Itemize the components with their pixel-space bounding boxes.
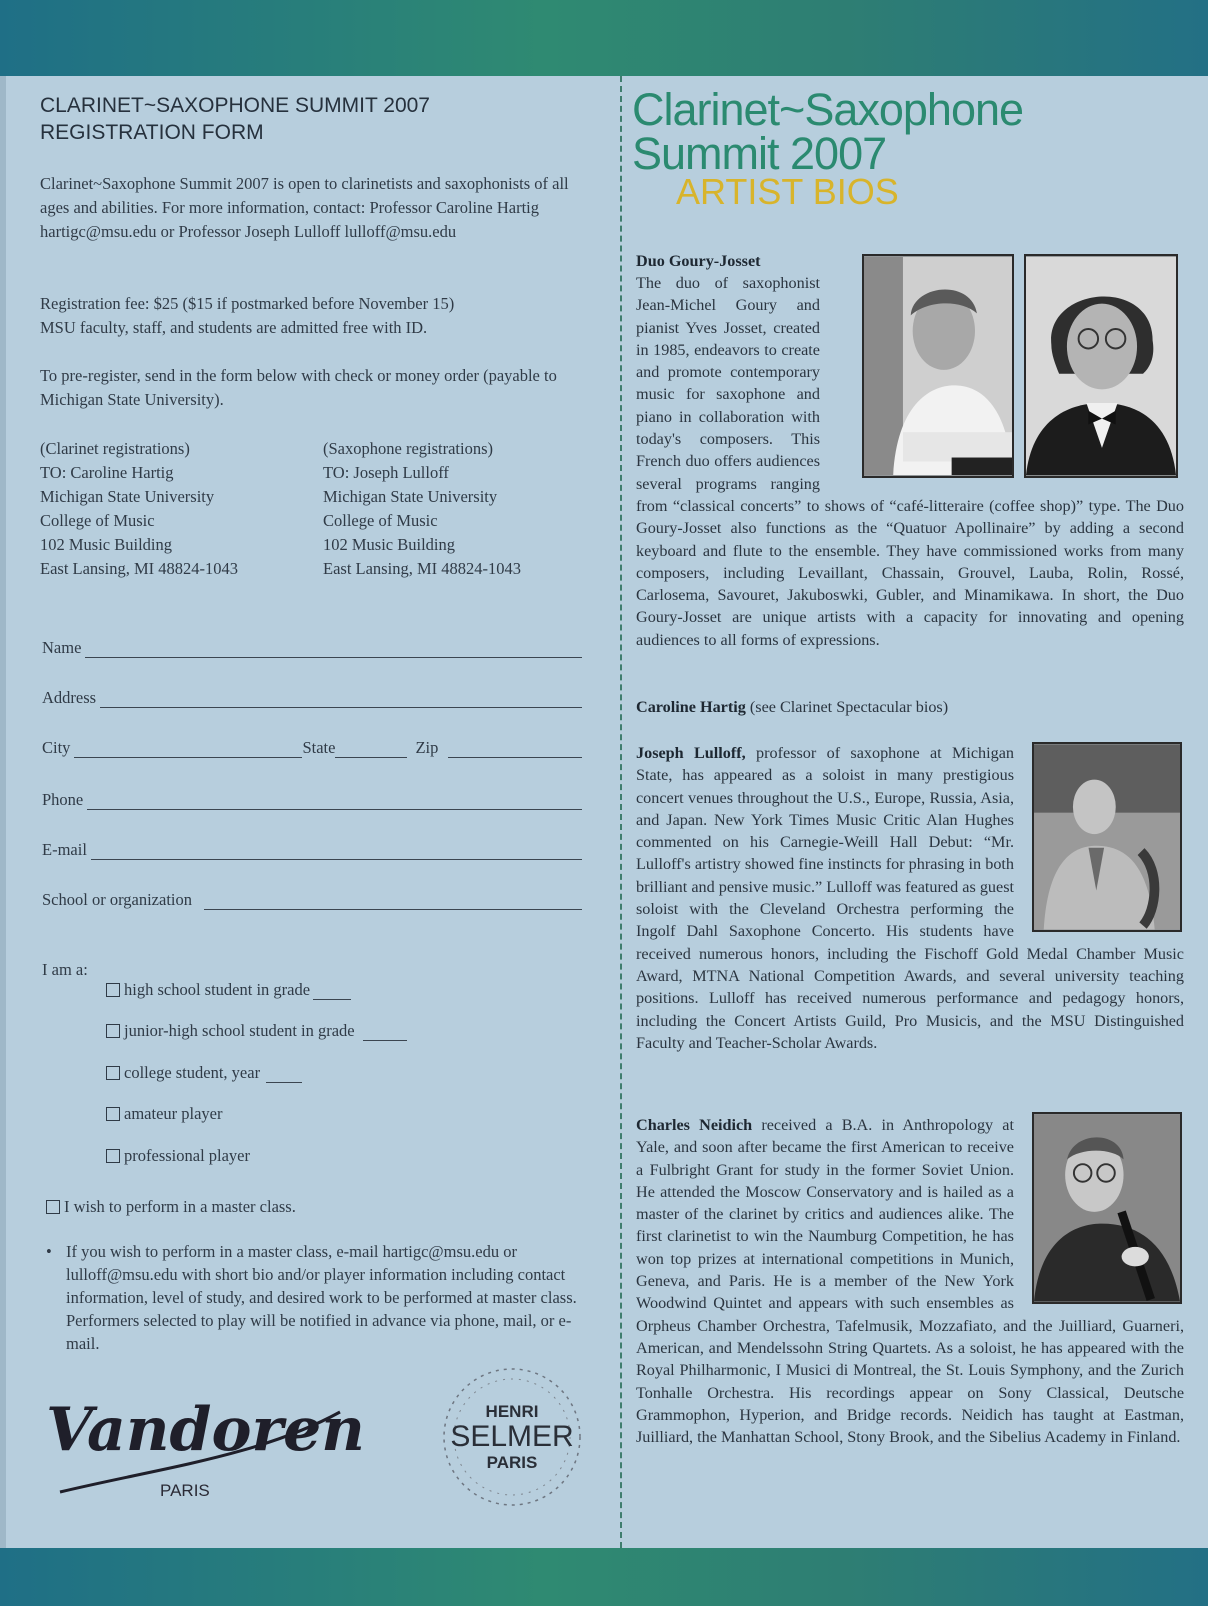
address-label: Address: [42, 688, 97, 707]
form-title: [40, 92, 600, 146]
option-label: high school student in grade: [124, 980, 311, 999]
free-admission-line: MSU faculty, staff, and students are admitted free with ID.: [40, 318, 428, 337]
option-label: amateur player: [124, 1104, 223, 1123]
form-title-line1: CLARINET~SAXOPHONE SUMMIT 2007: [40, 94, 430, 117]
iam-label: I am a:: [42, 960, 88, 979]
address-line: East Lansing, MI 48824-1043: [323, 559, 521, 578]
checkbox[interactable]: [106, 1024, 120, 1038]
lulloff-bio: [636, 742, 1184, 1054]
option-high-school[interactable]: [106, 980, 351, 1000]
name-field[interactable]: [42, 634, 582, 658]
duo-name: Duo Goury-Josset: [636, 252, 761, 270]
vandoren-wordmark: Vandoren: [46, 1395, 365, 1465]
master-class-option[interactable]: [46, 1197, 296, 1217]
top-color-band: [0, 0, 1208, 76]
year-blank[interactable]: [266, 1067, 302, 1083]
school-label: School or organization: [42, 890, 192, 909]
photo-spacer: [1014, 1114, 1184, 1310]
vandoren-logo: [40, 1372, 370, 1512]
saxophone-address: [323, 437, 521, 581]
grade-blank[interactable]: [363, 1025, 407, 1041]
phone-field[interactable]: [42, 786, 582, 810]
registration-form: [40, 92, 600, 1500]
school-field[interactable]: [42, 886, 582, 910]
hartig-bio-text: (see Clarinet Spectacular bios): [749, 698, 949, 716]
name-label: Name: [42, 638, 82, 657]
address-line: College of Music: [323, 511, 438, 530]
address-line: East Lansing, MI 48824-1043: [40, 559, 238, 578]
selmer-top: HENRI: [485, 1402, 539, 1421]
option-professional[interactable]: [106, 1146, 250, 1166]
checkbox[interactable]: [106, 1066, 120, 1080]
clarinet-address: [40, 437, 238, 581]
perforation-divider: [620, 76, 622, 1548]
vandoren-city: PARIS: [160, 1481, 210, 1500]
school-line[interactable]: [204, 892, 582, 910]
selmer-main: SELMER: [450, 1420, 574, 1453]
address-field[interactable]: [42, 684, 582, 708]
checkbox[interactable]: [106, 983, 120, 997]
zip-line[interactable]: [448, 740, 582, 758]
option-label: junior-high school student in grade: [124, 1021, 355, 1040]
grade-blank[interactable]: [313, 984, 351, 1000]
master-class-note-text: If you wish to perform in a master class, e-mail hartigc@msu.edu or lulloff@msu.edu with short bio and/or player information including contact information, level of study, and desired work to be performed at master class. Performers selected to play will be notified in advance via phone, mail, or e-mail.: [66, 1242, 577, 1353]
fee-info: [40, 292, 600, 340]
address-line: (Clarinet registrations): [40, 439, 190, 458]
photo-spacer: [1014, 742, 1184, 938]
address-line: (Saxophone registrations): [323, 439, 494, 458]
photo-spacer: [820, 272, 1184, 484]
address-line: TO: Caroline Hartig: [40, 463, 174, 482]
bios-title-line1: Clarinet~Saxophone: [632, 84, 1024, 135]
bottom-color-band: [0, 1548, 1208, 1606]
email-field[interactable]: [42, 836, 582, 860]
address-line-input[interactable]: [100, 690, 582, 708]
option-college[interactable]: [106, 1063, 302, 1083]
duo-bio-intro: [636, 250, 824, 272]
neidich-name: Charles Neidich: [636, 1116, 753, 1134]
option-amateur[interactable]: [106, 1104, 222, 1124]
hartig-bio: [636, 696, 1184, 718]
checkbox[interactable]: [46, 1200, 60, 1214]
city-line[interactable]: [74, 740, 302, 758]
selmer-city: PARIS: [486, 1453, 538, 1472]
address-line: 102 Music Building: [40, 535, 173, 554]
zip-label: Zip: [415, 738, 439, 757]
email-line[interactable]: [91, 842, 582, 860]
city-state-zip-field[interactable]: [42, 734, 582, 758]
left-edge-strip: [0, 76, 6, 1548]
lulloff-bio-text: professor of saxophone at Michigan State, has appeared as a soloist in many prestigious concert venues throughout the U.S., Europe, Russia, Asia, and Japan. New York Times Music Critic Alan Hughes commented on his Carnegie-Weill Hall Debut: “Mr. Lulloff's artistry showed fine instincts for phrasing in both brilliant and pensive music.” Lulloff was featured as guest soloist with the Cleveland Orchestra performing the Ingolf Dahl Saxophone Concerto. His students have received numerous honors, including the Fischoff Gold Medal Chamber Music Award, MTNA National Competition Awards, and several university teaching positions. Lulloff has received numerous performance and pedagogy honors, including the Concert Artists Guild, Pro Musicis, and the MSU Distinguished Faculty and Teacher-Scholar Awards.: [636, 744, 1184, 1052]
master-class-label: I wish to perform in a master class.: [64, 1197, 296, 1216]
master-class-note: [46, 1240, 586, 1355]
address-line: Michigan State University: [323, 487, 498, 506]
phone-label: Phone: [42, 790, 84, 809]
checkbox[interactable]: [106, 1149, 120, 1163]
hartig-name: Caroline Hartig: [636, 698, 746, 716]
bios-subtitle: ARTIST BIOS: [676, 171, 899, 212]
fee-line: Registration fee: $25 ($15 if postmarked before November 15): [40, 294, 455, 313]
bullet-icon: •: [46, 1242, 52, 1261]
neidich-bio-flow: [636, 1114, 1184, 1448]
phone-line[interactable]: [87, 792, 582, 810]
option-junior-high[interactable]: [106, 1021, 407, 1041]
preregister-text: To pre-register, send in the form below with check or money order (payable to Michigan State University).: [40, 366, 557, 409]
option-label: college student, year: [124, 1063, 261, 1082]
name-line[interactable]: [85, 640, 582, 658]
lulloff-bio-flow: [636, 742, 1184, 1054]
address-line: College of Music: [40, 511, 155, 530]
address-line: TO: Joseph Lulloff: [323, 463, 449, 482]
bios-title-line2: Summit 2007: [632, 128, 887, 179]
neidich-bio-text: received a B.A. in Anthropology at Yale, and soon after became the first American to receive a Fulbright Grant for study in the former Soviet Union. He attended the Moscow Conservatory and is hailed as a master of the clarinet by critics and audiences alike. The first clarinetist to win the Naumburg Competition, he has won top prizes at international competitions in Munich, Geneva, and Paris. He is a member of the New York Woodwind Quintet and appears with such ensembles as Orpheus Chamber Orchestra, Tafelmusik, Mozzafiato, and the Juilliard, Guarneri, American, and Mendelssohn String Quartets. As a soloist, he has appeared with the Royal Philharmonic, I Musici di Montreal, the St. Louis Symphony, and the Zurich Tonhalle Orchestra. His recordings appear on Sony Classical, Deutsche Grammophon, Hyperion, and Bridge records. Neidich has taught at Eastman, Juilliard, the Manhattan School, Stony Brook, and the Sibelius Academy in Finland.: [636, 1116, 1184, 1447]
city-label: City: [42, 738, 71, 757]
checkbox[interactable]: [106, 1107, 120, 1121]
address-line: 102 Music Building: [323, 535, 456, 554]
duo-bio-text: The duo of saxophonist Jean-Michel Goury and pianist Yves Josset, created in 1985, endeavors to create and promote contemporary music for saxophone and piano in collaboration with today's composers. This French duo offers audiences several programs ranging from “classical concerts” to shows of “café-litteraire (coffee shop)” type. The Duo Goury-Josset also functions as the “Quatuor Apollinaire” by adding a second keyboard and flute to the ensemble. They have commissioned works from many composers, including Levaillant, Chassain, Grouvel, Lauba, Rolin, Rossé, Carlosema, Savouret, Jakuboswki, Gubler, and Minamikawa. In short, the Duo Goury-Josset are unique artists with a capacity for innovating and opening audiences to all forms of expressions.: [636, 274, 1184, 649]
option-label: professional player: [124, 1146, 250, 1165]
duo-bio: [636, 272, 1184, 651]
state-line[interactable]: [335, 740, 407, 758]
email-label: E-mail: [42, 840, 87, 859]
lulloff-name: Joseph Lulloff,: [636, 744, 746, 762]
bios-title: [632, 84, 1192, 179]
selmer-logo: [422, 1362, 602, 1512]
state-label: State: [302, 738, 336, 757]
neidich-bio: [636, 1114, 1184, 1448]
form-intro: Clarinet~Saxophone Summit 2007 is open to clarinetists and saxophonists of all ages and abilities. For more information, contact: Professor Caroline Hartig hartigc@msu.edu or Professor Joseph Lulloff lulloff@msu.edu: [40, 174, 569, 241]
form-title-line2: REGISTRATION FORM: [40, 121, 264, 144]
address-line: Michigan State University: [40, 487, 215, 506]
